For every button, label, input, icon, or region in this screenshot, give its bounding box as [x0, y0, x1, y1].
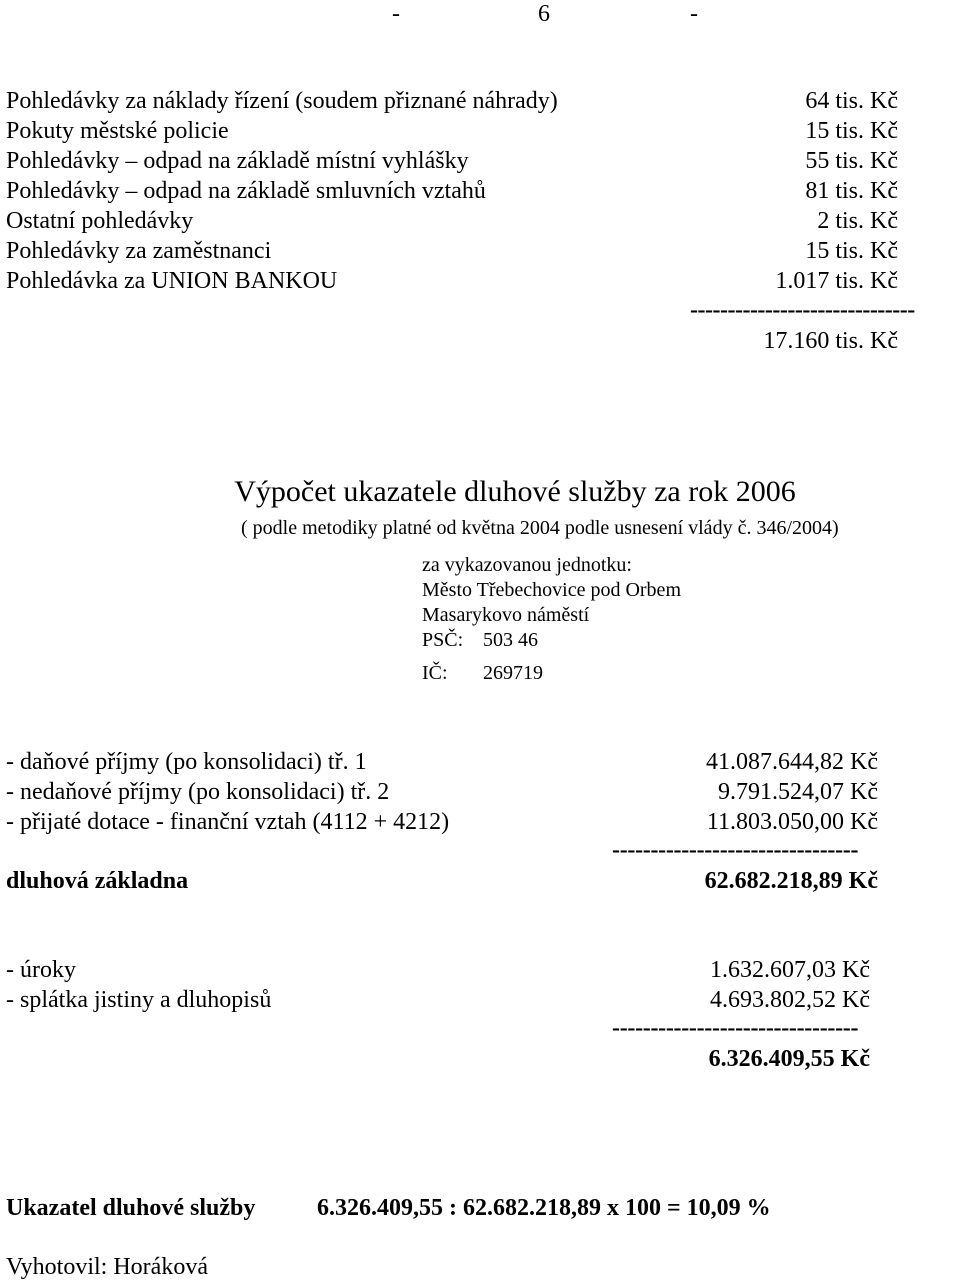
- receivable-label: Pohledávka za UNION BANKOU: [6, 268, 338, 294]
- receivable-label: Pohledávky – odpad na základě místní vyhlášky: [6, 148, 469, 174]
- receivable-value: 64 tis. Kč: [805, 88, 898, 114]
- debt-base-total-value: 62.682.218,89 Kč: [704, 868, 878, 894]
- debt-service-separator: --------------------------------: [612, 1015, 859, 1041]
- prepared-by: Vyhotovil: Horáková: [6, 1254, 208, 1280]
- receivable-label: Pohledávky – odpad na základě smluvních vztahů: [6, 178, 486, 204]
- receivable-value: 55 tis. Kč: [805, 148, 898, 174]
- entity-street: Masarykovo náměstí: [422, 604, 590, 626]
- debt-base-item-label: - nedaňové příjmy (po konsolidaci) tř. 2: [6, 779, 390, 805]
- receivable-value: 15 tis. Kč: [805, 118, 898, 144]
- page-header-left-dash: -: [392, 1, 400, 27]
- page-header-right-dash: -: [690, 1, 698, 27]
- receivables-total: 17.160 tis. Kč: [763, 328, 898, 354]
- receivable-value: 81 tis. Kč: [805, 178, 898, 204]
- page-title: Výpočet ukazatele dluhové služby za rok 2006: [234, 475, 796, 508]
- receivable-label: Pohledávky za náklady řízení (soudem přiznané náhrady): [6, 88, 558, 114]
- receivable-value: 1.017 tis. Kč: [775, 268, 898, 294]
- indicator-formula: 6.326.409,55 : 62.682.218,89 x 100 = 10,09 %: [317, 1195, 771, 1221]
- page-number: 6: [538, 1, 550, 27]
- debt-base-item-label: - daňové příjmy (po konsolidaci) tř. 1: [6, 749, 367, 775]
- debt-service-item-label: - splátka jistiny a dluhopisů: [6, 987, 272, 1013]
- debt-base-item-value: 11.803.050,00 Kč: [706, 809, 878, 835]
- debt-base-separator: --------------------------------: [612, 837, 859, 863]
- entity-name: Město Třebechovice pod Orbem: [422, 579, 681, 601]
- debt-service-item-value: 1.632.607,03 Kč: [710, 957, 870, 983]
- entity-psc-label: PSČ:: [422, 629, 464, 651]
- debt-service-total: 6.326.409,55 Kč: [708, 1046, 870, 1072]
- receivable-value: 2 tis. Kč: [817, 208, 898, 234]
- debt-base-item-value: 41.087.644,82 Kč: [706, 749, 878, 775]
- debt-service-item-label: - úroky: [6, 957, 76, 983]
- receivables-separator: ------------------------------: [690, 297, 915, 323]
- debt-service-item-value: 4.693.802,52 Kč: [710, 987, 870, 1013]
- entity-ic-label: IČ:: [422, 662, 448, 684]
- debt-base-item-label: - přijaté dotace - finanční vztah (4112 + 4212): [6, 809, 450, 835]
- receivable-label: Pokuty městské policie: [6, 118, 229, 144]
- receivable-label: Ostatní pohledávky: [6, 208, 194, 234]
- receivable-label: Pohledávky za zaměstnanci: [6, 238, 272, 264]
- debt-base-item-value: 9.791.524,07 Kč: [718, 779, 878, 805]
- debt-base-total-label: dluhová základna: [6, 868, 189, 894]
- indicator-label: Ukazatel dluhové služby: [6, 1195, 256, 1221]
- entity-ic-value: 269719: [483, 662, 543, 684]
- entity-psc-value: 503 46: [483, 629, 538, 651]
- page-subtitle: ( podle metodiky platné od května 2004 podle usnesení vlády č. 346/2004): [241, 517, 839, 539]
- entity-intro: za vykazovanou jednotku:: [422, 554, 632, 576]
- receivable-value: 15 tis. Kč: [805, 238, 898, 264]
